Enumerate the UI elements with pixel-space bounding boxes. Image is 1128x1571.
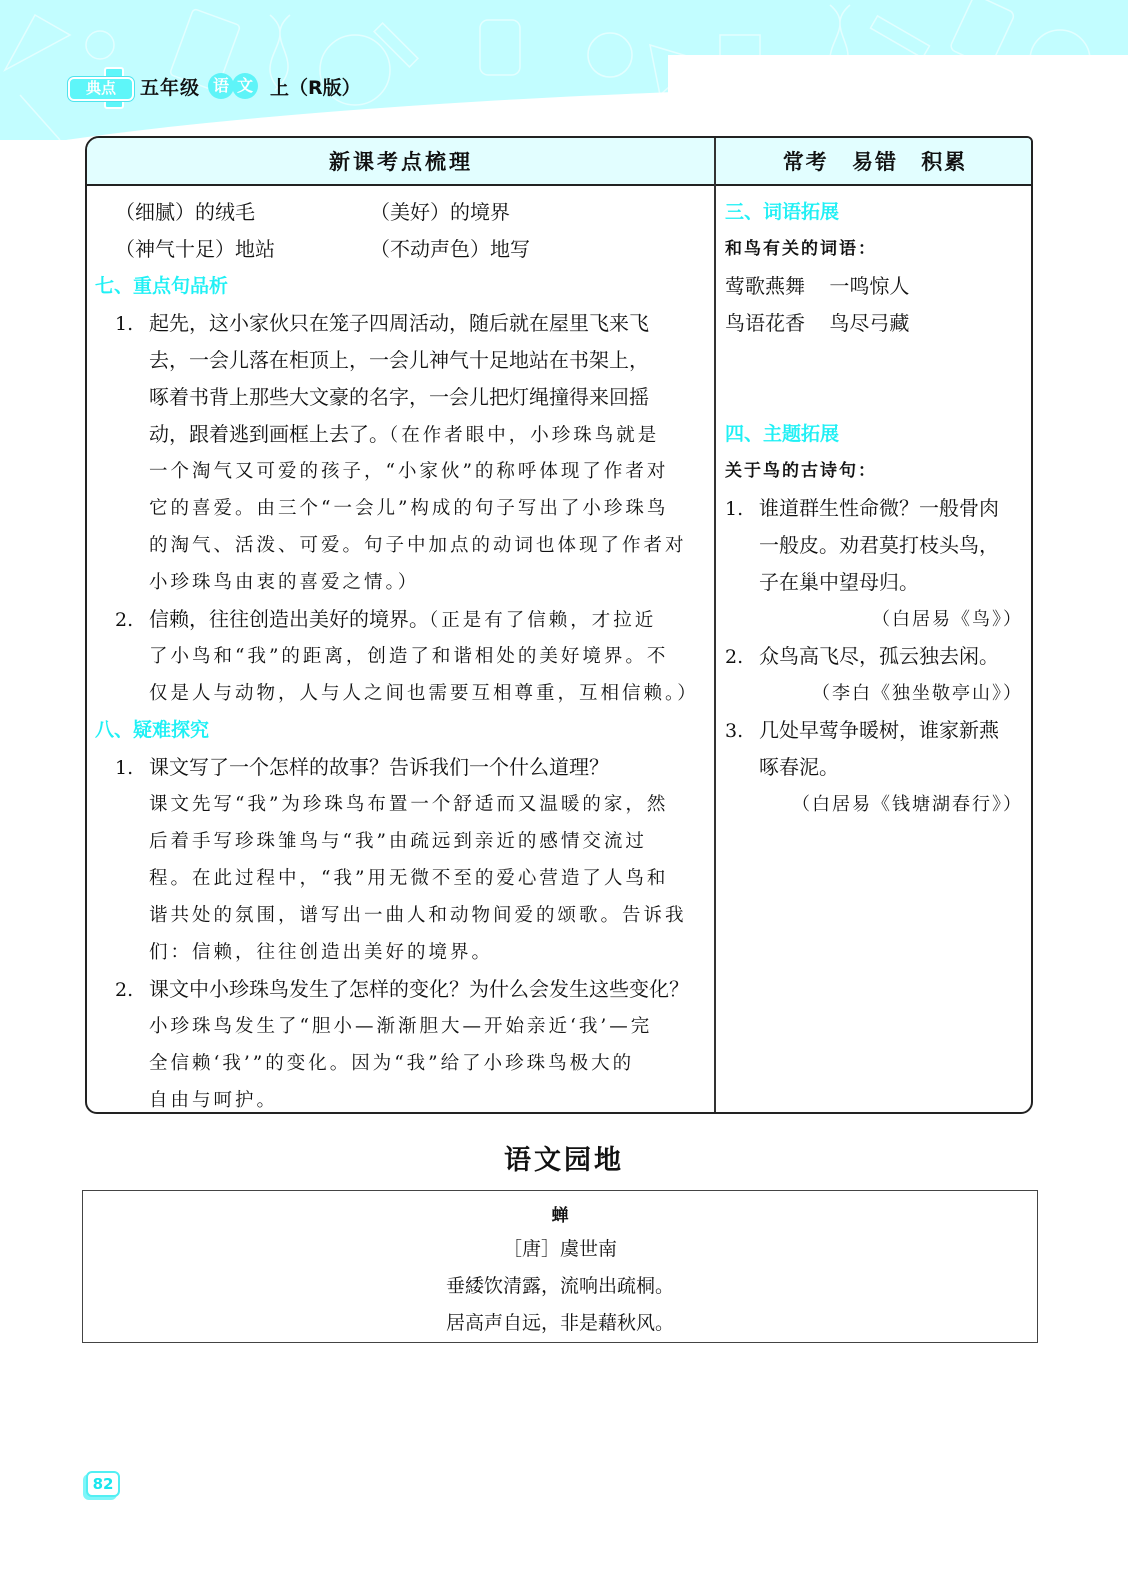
column-divider (714, 138, 716, 1112)
theme-subtitle: 关于鸟的古诗句： (725, 461, 877, 481)
item-number: 2. (725, 646, 744, 668)
question-text: 课文写了一个怎样的故事？告诉我们一个什么道理？ (149, 755, 609, 779)
section-title-key-sentences: 七、重点句品析 (95, 275, 229, 297)
poem-2-line (725, 638, 1027, 675)
section-title-difficult-questions: 八、疑难探究 (95, 719, 210, 741)
analysis-note-line: 一个淘气又可爱的孩子，“小家伙”的称呼体现了作者对 (149, 461, 669, 482)
answer-line: 谐共处的氛围，谱写出一曲人和动物间爱的颂歌。告诉我 (149, 905, 687, 926)
vocabulary-subtitle: 和鸟有关的词语： (725, 239, 877, 259)
right-column (725, 194, 1027, 823)
sentence-text: 信赖，往往创造出美好的境界。 (149, 607, 429, 631)
volume-label: 上（R版） (270, 76, 361, 99)
analysis-note: （在作者眼中，小珍珠鸟就是 (389, 425, 660, 446)
poem-3-line: 啄春泥。 (759, 755, 839, 779)
analysis-note: （正是有了信赖，才拉近 (429, 610, 657, 631)
item-number: 3. (725, 720, 744, 742)
word-phrase: （细腻）的绒毛 (115, 200, 255, 224)
right-column-header: 常考 易错 积累 (782, 150, 968, 174)
poem-title: 蝉 (551, 1206, 569, 1226)
answer-line: 课文先写“我”为珍珠鸟布置一个舒适而又温暖的家，然 (149, 794, 669, 815)
analysis-note-line: 了小鸟和“我”的距离，创造了和谐相处的美好境界。不 (149, 646, 669, 667)
word-phrase: （美好）的境界 (370, 200, 510, 224)
spacer (725, 342, 1027, 416)
sentence-1-line (95, 416, 707, 453)
item-number: 2. (115, 609, 134, 631)
section-title-theme: 四、主题拓展 (725, 423, 840, 445)
section-title-vocabulary: 三、词语拓展 (725, 201, 840, 223)
garden-section-title: 语文园地 (504, 1145, 624, 1176)
item-number: 1. (725, 498, 744, 520)
poem-citation: （白居易《钱塘湖春行》） (792, 794, 1023, 815)
word-phrase: （神气十足）地站 (115, 237, 275, 261)
word-phrase: （不动声色）地写 (370, 237, 530, 261)
answer-line: 全信赖‘我’”的变化。因为“我”给了小珍珠鸟极大的 (149, 1053, 635, 1074)
sentence-text: 起先，这小家伙只在笼子四周活动，随后就在屋里飞来飞 (149, 311, 649, 335)
grade-label: 五年级 (140, 76, 201, 99)
analysis-note-line: 的淘气、活泼、可爱。句子中加点的动词也体现了作者对 (149, 535, 687, 556)
answer-line: 们：信赖，往往创造出美好的境界。 (149, 942, 494, 963)
poem-1-line: 子在巢中望母归。 (759, 570, 919, 594)
sentence-text: 动，跟着逃到画框上去了。 (149, 422, 389, 446)
book-header (66, 66, 361, 106)
analysis-note-line: 仅是人与动物，人与人之间也需要互相尊重，互相信赖。） (149, 683, 699, 704)
poem-citation: （李白《独坐敬亭山》） (812, 683, 1023, 704)
left-column-header: 新课考点梳理 (329, 150, 473, 174)
sentence-1-line: 啄着书背上那些大文豪的名字，一会儿把灯绳撞得来回摇 (149, 385, 649, 409)
question-text: 课文中小珍珠鸟发生了怎样的变化？为什么会发生这些变化？ (149, 977, 689, 1001)
page-number: 82 (86, 1471, 120, 1497)
answer-line: 后着手写珍珠雏鸟与“我”由疏远到亲近的感情交流过 (149, 831, 647, 852)
poem-verse: 垂緌饮清露，流响出疏桐。 (445, 1275, 674, 1297)
poem-3-line (725, 712, 1027, 749)
item-number: 1. (115, 757, 134, 779)
poem-1-line (725, 490, 1027, 527)
table-header (87, 138, 1031, 186)
poem-text: 谁道群生性命微？一般骨肉 (759, 496, 999, 520)
question-2 (95, 971, 707, 1008)
poem-citation: （白居易《鸟》） (872, 609, 1023, 630)
idiom-row: 鸟语花香 鸟尽弓藏 (725, 311, 910, 335)
poem-text: 众鸟高飞尽，孤云独去闲。 (759, 644, 999, 668)
blank-region (668, 55, 1128, 100)
poem-1-line: 一般皮。劝君莫打枝头鸟， (759, 533, 999, 557)
word-pair-row (95, 194, 707, 231)
left-column (95, 194, 707, 1119)
logo-text: 典点 (68, 77, 134, 101)
poem-verse: 居高声自远，非是藉秋风。 (445, 1312, 674, 1334)
analysis-note-line: 小珍珠鸟由衷的喜爱之情。） (149, 572, 420, 593)
analysis-note-line: 它的喜爱。由三个“一会儿”构成的句子写出了小珍珠鸟 (149, 498, 669, 519)
answer-line: 程。在此过程中，“我”用无微不至的爱心营造了人鸟和 (149, 868, 669, 889)
sentence-1-line (95, 305, 707, 342)
poem-author: ［唐］虞世南 (502, 1238, 617, 1260)
subject-char: 语 (208, 73, 234, 99)
answer-line: 小珍珠鸟发生了“胆小—渐渐胆大—开始亲近‘我’—完 (149, 1016, 653, 1037)
item-number: 2. (115, 979, 134, 1001)
sentence-2-line (95, 601, 707, 638)
subject-badge (208, 73, 256, 99)
answer-line: 自由与呵护。 (149, 1090, 279, 1111)
idiom-row: 莺歌燕舞 一鸣惊人 (725, 274, 910, 298)
sentence-1-line: 去，一会儿落在柜顶上，一会儿神气十足地站在书架上， (149, 348, 649, 372)
item-number: 1. (115, 313, 134, 335)
study-table (85, 136, 1033, 1114)
poem-box (82, 1190, 1038, 1343)
subject-char: 文 (232, 73, 258, 99)
question-1 (95, 749, 707, 786)
poem-text: 几处早莺争暖树，谁家新燕 (759, 718, 999, 742)
word-pair-row (95, 231, 707, 268)
brand-logo (66, 67, 132, 105)
